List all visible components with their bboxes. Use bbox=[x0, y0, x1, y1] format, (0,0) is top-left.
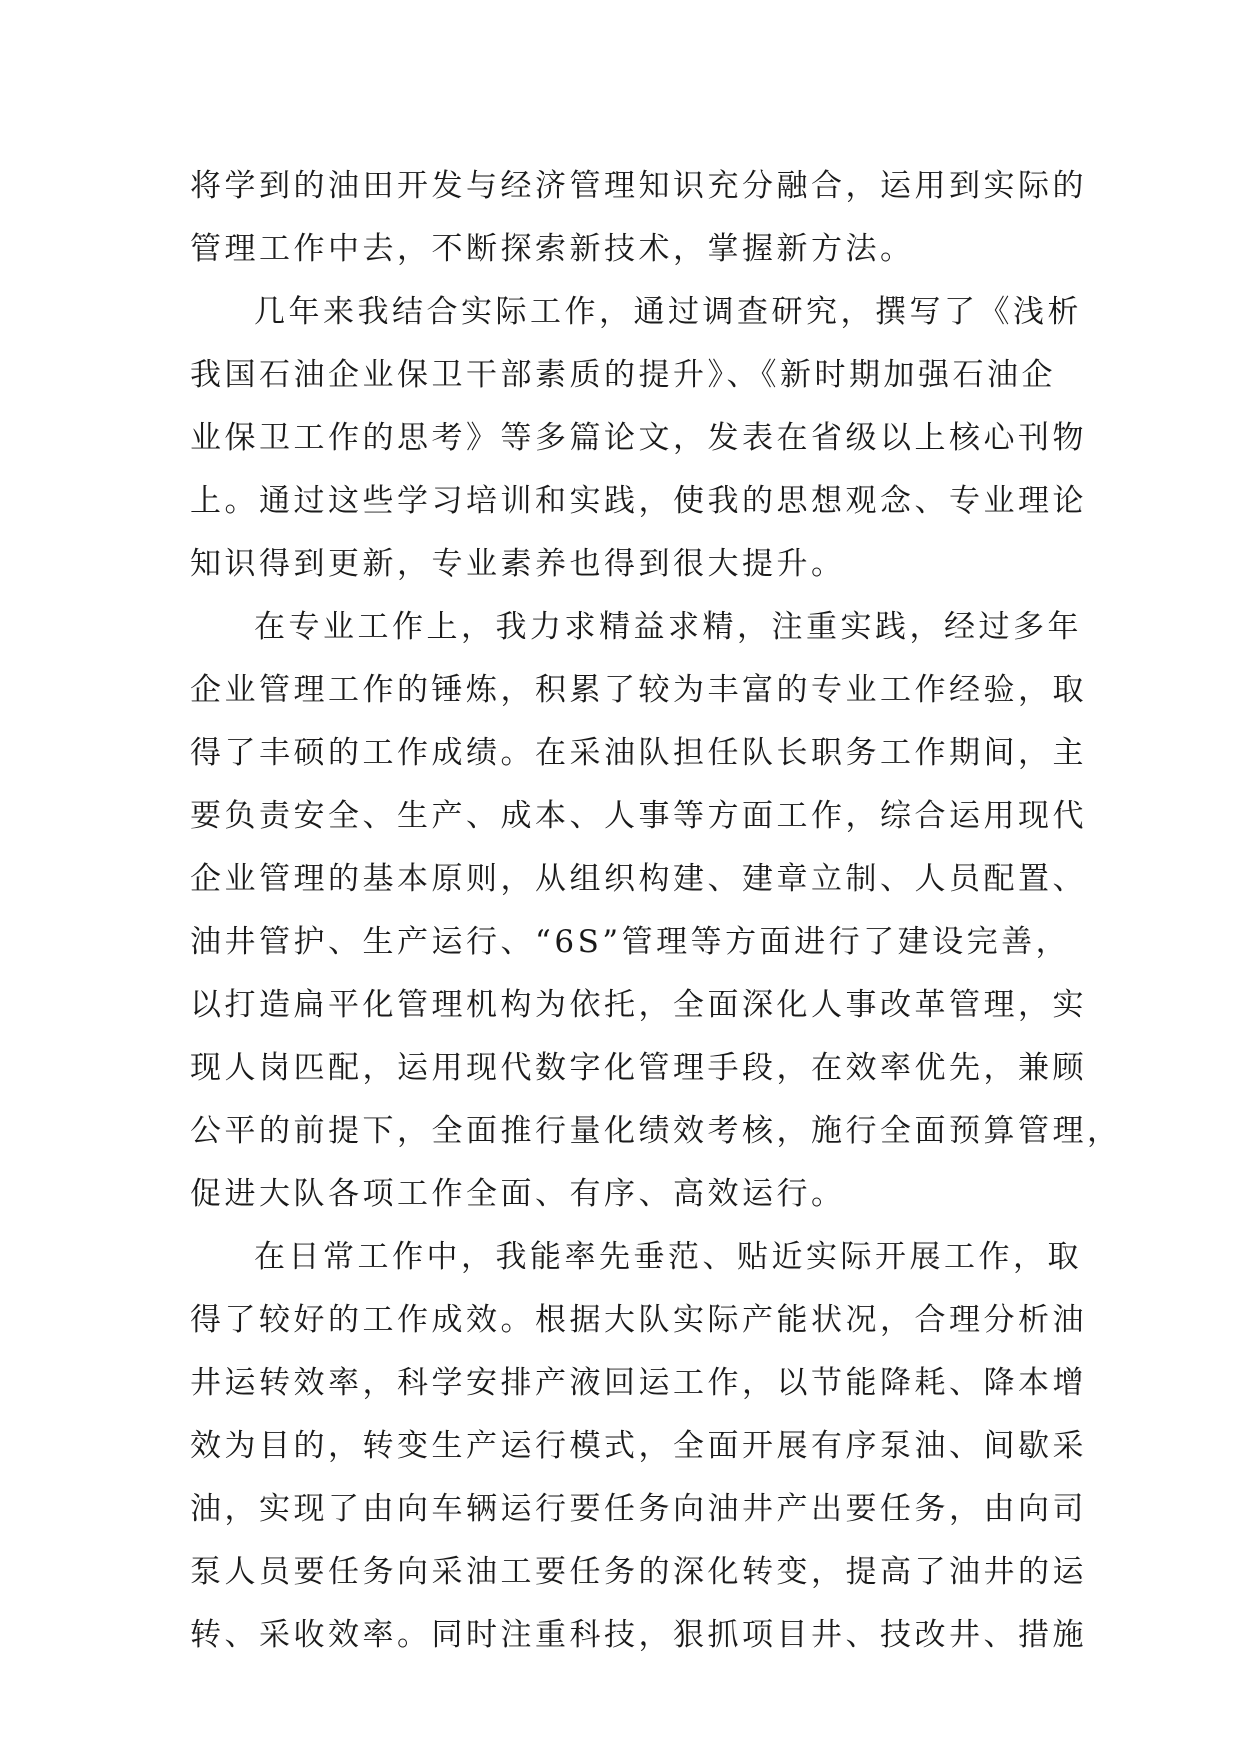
text-line: 油，实现了由向车辆运行要任务向油井产出要任务，由向司 bbox=[190, 1491, 1087, 1527]
text-line: 管理工作中去，不断探索新技术，掌握新方法。 bbox=[190, 231, 915, 267]
text-line: 油井管护、生产运行、“6S”管理等方面进行了建设完善， bbox=[190, 924, 1071, 960]
text-line: 我国石油企业保卫干部素质的提升》、《新时期加强石油企 bbox=[190, 357, 1056, 393]
text-line: 上。通过这些学习培训和实践，使我的思想观念、专业理论 bbox=[190, 483, 1087, 519]
text-line: 公平的前提下，全面推行量化绩效考核，施行全面预算管理， bbox=[190, 1113, 1122, 1149]
text-line: 业保卫工作的思考》等多篇论文，发表在省级以上核心刊物 bbox=[190, 420, 1087, 456]
text-line: 井运转效率，科学安排产液回运工作，以节能降耗、降本增 bbox=[190, 1365, 1087, 1401]
text-line: 在日常工作中，我能率先垂范、贴近实际开展工作，取 bbox=[254, 1239, 1082, 1275]
text-line: 要负责安全、生产、成本、人事等方面工作，综合运用现代 bbox=[190, 798, 1087, 834]
text-line: 几年来我结合实际工作，通过调查研究，撰写了《浅析 bbox=[254, 294, 1082, 330]
text-line: 促进大队各项工作全面、有序、高效运行。 bbox=[190, 1176, 846, 1212]
text-line: 知识得到更新，专业素养也得到很大提升。 bbox=[190, 546, 846, 582]
paragraph-4 bbox=[190, 1226, 1087, 1667]
text-line: 将学到的油田开发与经济管理知识充分融合，运用到实际的 bbox=[190, 168, 1087, 204]
text-line: 得了丰硕的工作成绩。在采油队担任队长职务工作期间，主 bbox=[190, 735, 1087, 771]
text-line: 以打造扁平化管理机构为依托，全面深化人事改革管理，实 bbox=[190, 987, 1087, 1023]
document-body bbox=[190, 155, 1122, 1667]
text-line: 企业管理的基本原则，从组织构建、建章立制、人员配置、 bbox=[190, 861, 1087, 897]
text-line: 泵人员要任务向采油工要任务的深化转变，提高了油井的运 bbox=[190, 1554, 1087, 1590]
text-line: 转、采收效率。同时注重科技，狠抓项目井、技改井、措施 bbox=[190, 1617, 1087, 1653]
text-line: 现人岗匹配，运用现代数字化管理手段，在效率优先，兼顾 bbox=[190, 1050, 1087, 1086]
paragraph-2 bbox=[190, 281, 1087, 596]
text-line: 在专业工作上，我力求精益求精，注重实践，经过多年 bbox=[254, 609, 1082, 645]
paragraph-1 bbox=[190, 155, 1087, 281]
text-line: 得了较好的工作成效。根据大队实际产能状况，合理分析油 bbox=[190, 1302, 1087, 1338]
text-line: 企业管理工作的锤炼，积累了较为丰富的专业工作经验，取 bbox=[190, 672, 1087, 708]
paragraph-3 bbox=[190, 596, 1122, 1226]
text-line: 效为目的，转变生产运行模式，全面开展有序泵油、间歇采 bbox=[190, 1428, 1087, 1464]
